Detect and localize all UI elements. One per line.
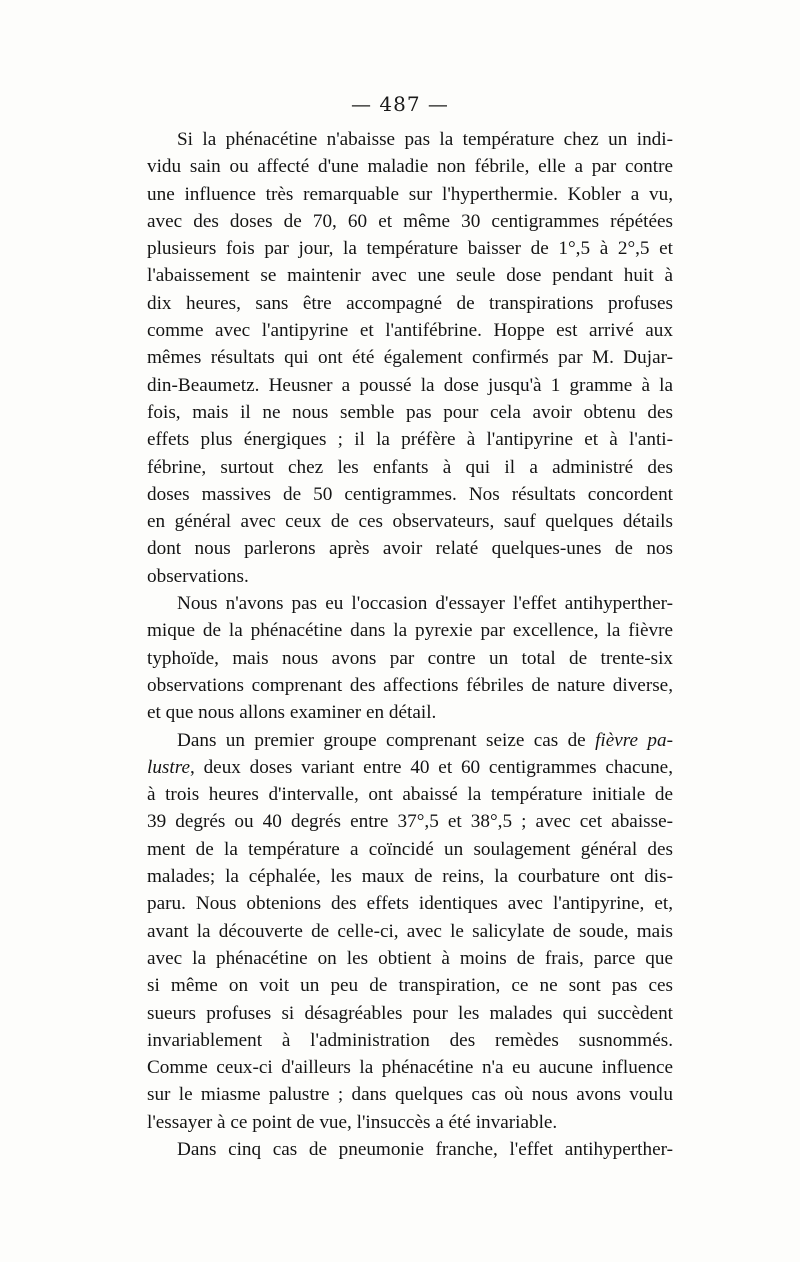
text-line: dix heures, sans être accompagné de transpirations profuses [147, 292, 673, 314]
paragraph-1 [117, 126, 673, 590]
text-line: din-Beaumetz. Heusner a poussé la dose jusqu'à 1 gramme à la [147, 374, 673, 396]
text-line: une influence très remarquable sur l'hyperthermie. Kobler a vu, [147, 183, 673, 205]
text-line: dont nous parlerons après avoir relaté quelques-unes de nos [147, 538, 673, 560]
text-line: observations comprenant des affections fébriles de nature diverse, [147, 674, 673, 696]
text-line: sur le miasme palustre ; dans quelques cas où nous avons voulu [147, 1084, 673, 1106]
text-line: l'essayer à ce point de vue, l'insuccès a été invariable. [147, 1111, 558, 1133]
paragraph-2 [117, 590, 673, 726]
text-line: Comme ceux-ci d'ailleurs la phénacétine n'a eu aucune influence [147, 1057, 673, 1079]
text-fragment: , deux doses variant entre 40 et 60 centigrammes chacune, [190, 756, 673, 778]
text-line: typhoïde, mais nous avons par contre un total de trente-six [147, 647, 673, 669]
text-line: effets plus énergiques ; il la préfère à l'antipyrine et à l'anti- [147, 429, 673, 451]
text-line: vidu sain ou affecté d'une maladie non fébrile, elle a par contre [147, 156, 673, 178]
text-line: avec la phénacétine on les obtient à moins de frais, parce que [147, 947, 673, 969]
text-line: si même on voit un peu de transpiration, ce ne sont pas ces [147, 975, 673, 997]
text-line: doses massives de 50 centigrammes. Nos résultats concordent [147, 483, 673, 505]
paragraph-4 [117, 1136, 673, 1163]
text-line: Si la phénacétine n'abaisse pas la température chez un indi- [177, 129, 673, 150]
text-line: mêmes résultats qui ont été également confirmés par M. Dujar- [147, 347, 673, 369]
text-line: 39 degrés ou 40 degrés entre 37°,5 et 38°,5 ; avec cet abaisse- [147, 811, 673, 833]
text-line: avec des doses de 70, 60 et même 30 centigrammes répétées [147, 210, 673, 232]
text-line: paru. Nous obtenions des effets identiques avec l'antipyrine, et, [147, 893, 673, 915]
text-line: mique de la phénacétine dans la pyrexie par excellence, la fièvre [147, 620, 673, 642]
text-line: et que nous allons examiner en détail. [147, 702, 437, 724]
text-line: l'abaissement se maintenir avec une seule dose pendant huit à [147, 265, 673, 287]
text-line: comme avec l'antipyrine et l'antifébrine. Hoppe est arrivé aux [147, 320, 673, 342]
text-line: sueurs profuses si désagréables pour les malades qui succèdent [147, 1002, 673, 1024]
body-text [117, 126, 673, 1163]
text-line: avant la découverte de celle-ci, avec le salicylate de soude, mais [147, 920, 673, 942]
text-line: malades; la céphalée, les maux de reins, la courbature ont dis- [147, 866, 673, 888]
text-line: à trois heures d'intervalle, ont abaissé la température initiale de [147, 784, 673, 806]
page-number: — 487 — [351, 92, 449, 116]
italic-term: fièvre pa- [595, 729, 673, 751]
text-fragment: Dans un premier groupe comprenant seize cas de [177, 729, 596, 751]
text-line [117, 754, 673, 781]
text-line: Nous n'avons pas eu l'occasion d'essayer l'effet antihyperther- [177, 593, 673, 615]
text-line: fébrine, surtout chez les enfants à qui il a administré des [147, 456, 673, 478]
text-line: plusieurs fois par jour, la température baisser de 1°,5 à 2°,5 et [147, 238, 673, 260]
text-line [117, 727, 673, 754]
text-line: ment de la température a coïncidé un soulagement général des [147, 838, 673, 860]
text-line: invariablement à l'administration des remèdes susnommés. [147, 1029, 673, 1051]
text-line: fois, mais il ne nous semble pas pour cela avoir obtenu des [147, 401, 673, 423]
paragraph-3 [117, 727, 673, 1136]
text-line: observations. [147, 565, 249, 587]
text-line: en général avec ceux de ces observateurs, sauf quelques détails [147, 511, 673, 533]
italic-term: lustre [147, 756, 190, 778]
text-line: Dans cinq cas de pneumonie franche, l'effet antihyperther- [177, 1138, 673, 1160]
